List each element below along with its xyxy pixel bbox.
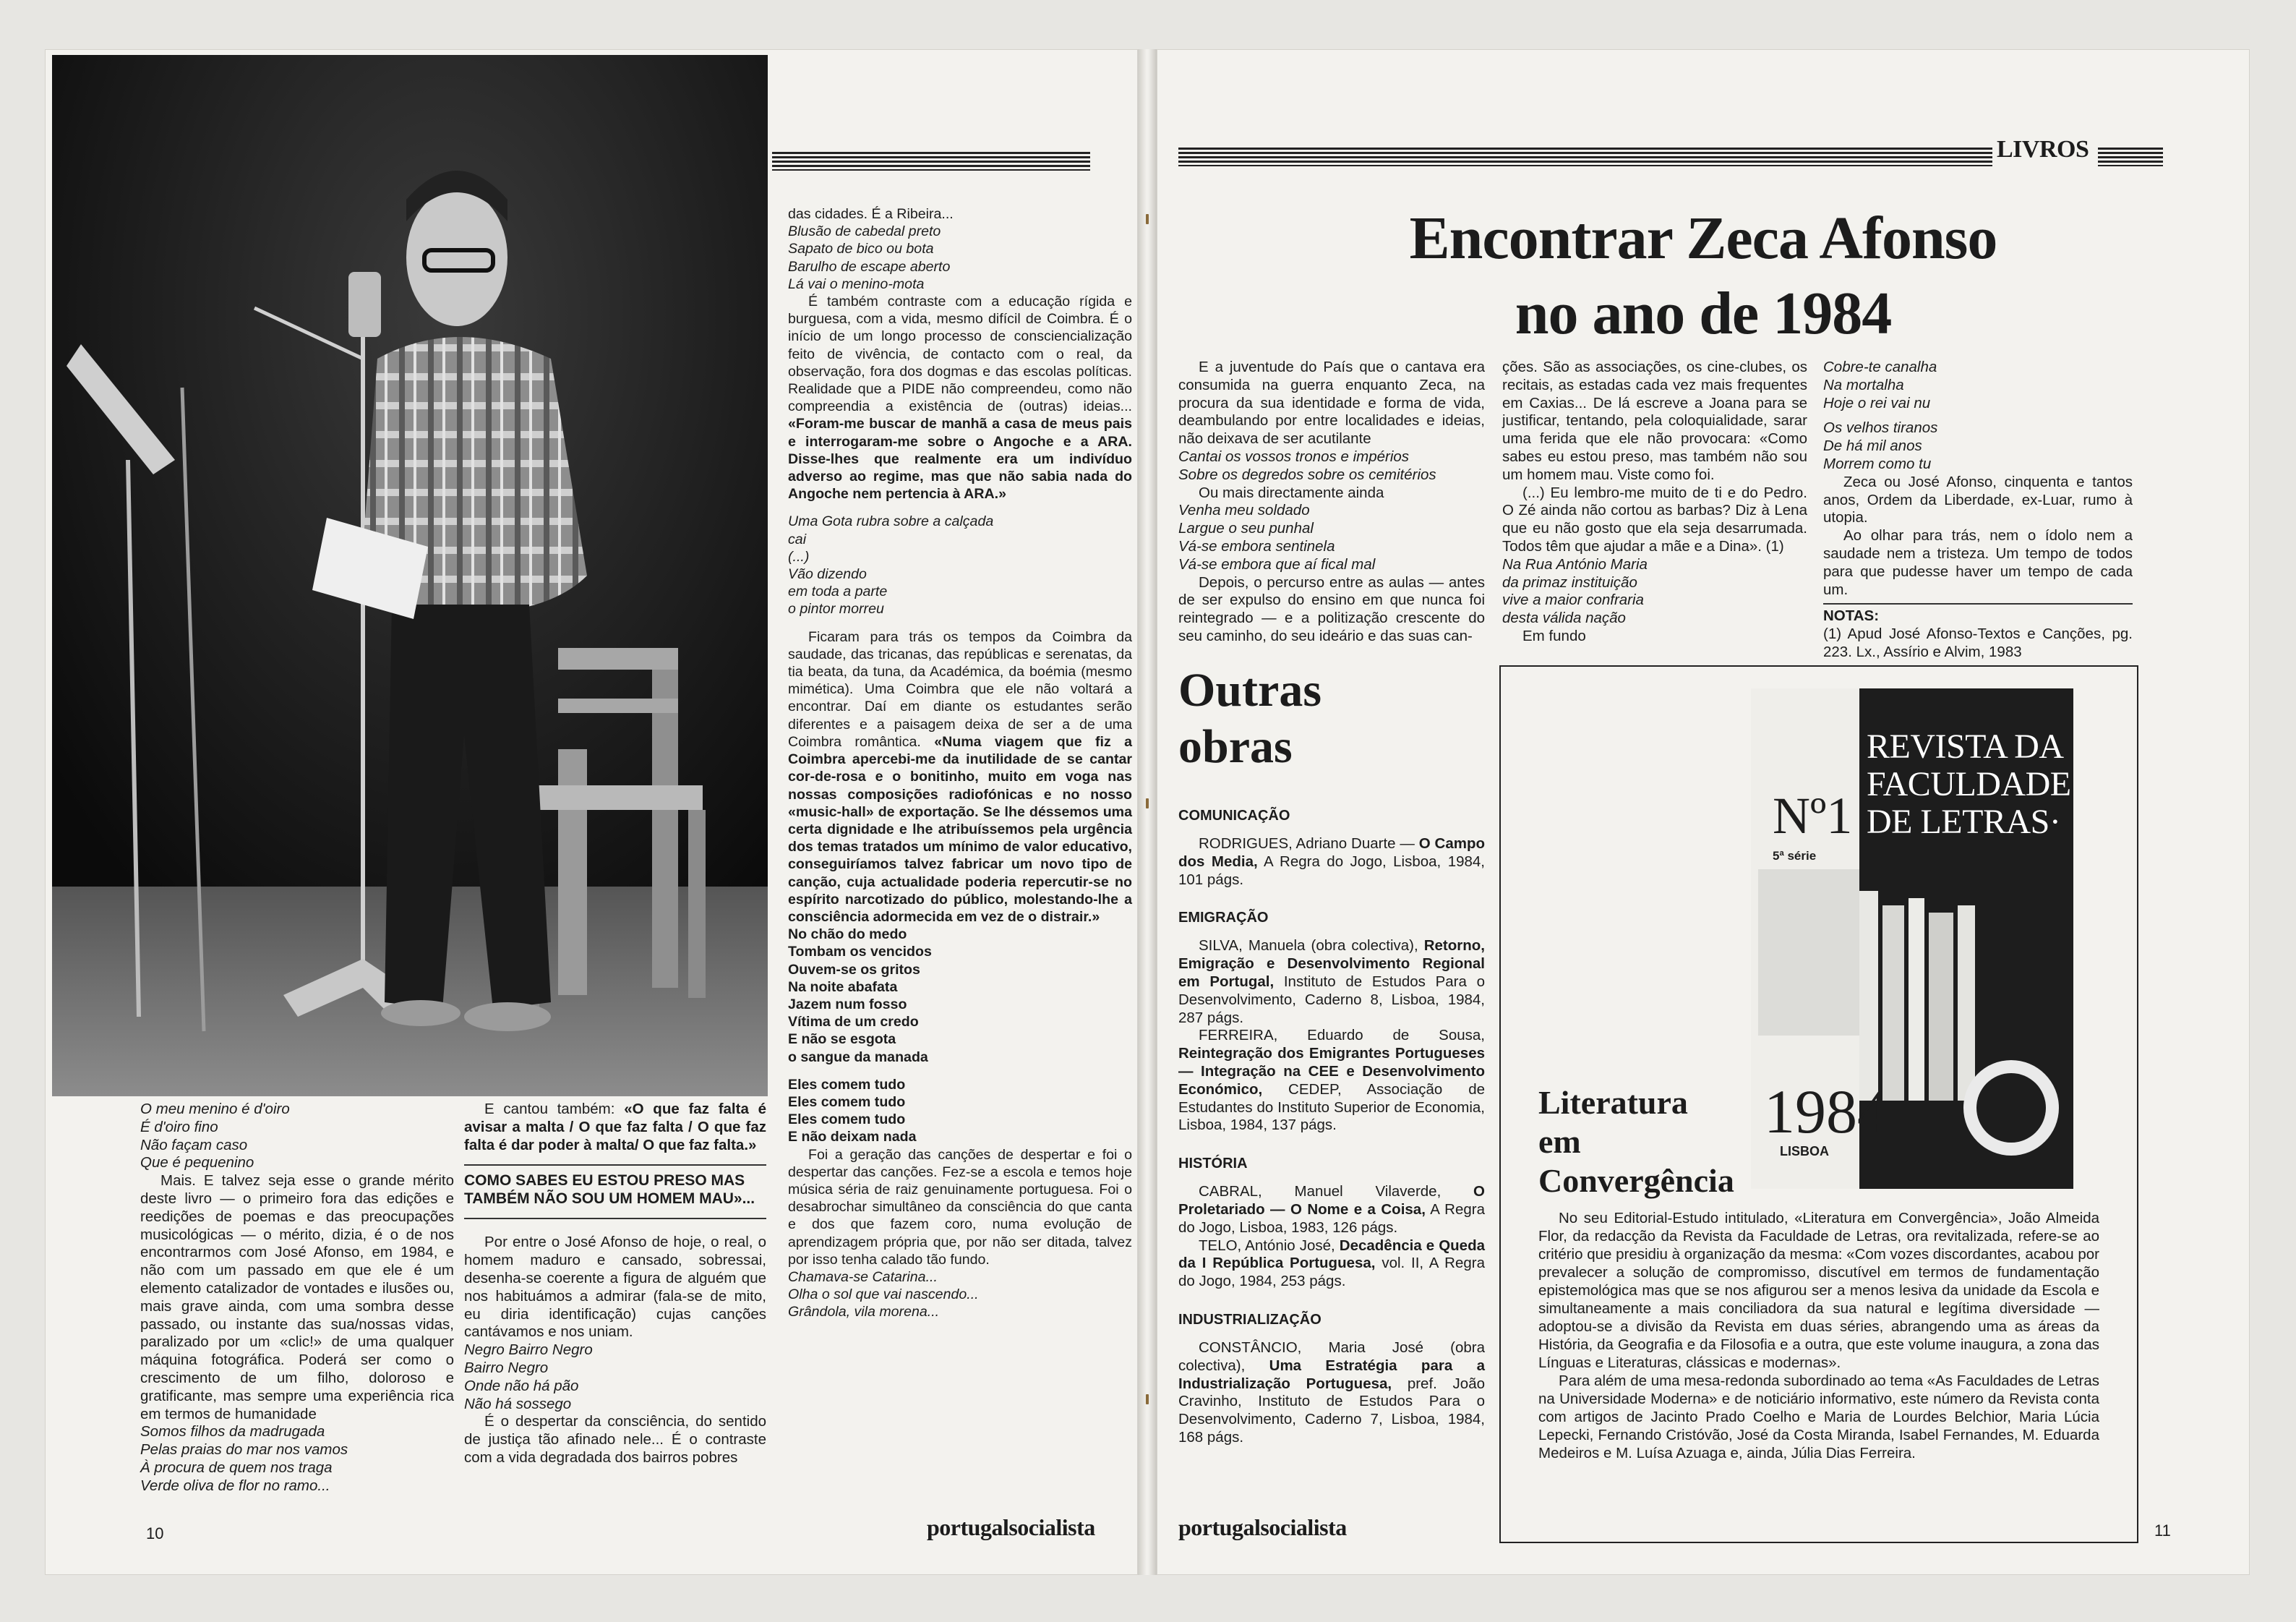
- poem-line: Negro Bairro Negro: [464, 1341, 593, 1359]
- poem-line: Jazem num fosso: [788, 996, 907, 1012]
- singer-photo: [52, 55, 768, 1096]
- poem-line: Eles comem tudo: [788, 1076, 906, 1093]
- body-paragraph: Depois, o percurso entre as aulas — antes de ser expulso do ensino em que nunca foi reintegrado — e a politização crescente do seu caminho, do seu ideário e das suas can-: [1178, 573, 1485, 644]
- body-paragraph: ções. São as associações, os cine-clubes, os recitais, as estadas cada vez mais frequentes em Caxias... De lá escreve a Joana para se justificar, tentando, pela coloquialidade, sarar uma ferida que ele não provocara: «Como sabes eu estou preso, mas também não sou um homem mau. Viste como foi.: [1502, 359, 1807, 483]
- masthead-footer: portugalsocialista: [927, 1514, 1095, 1540]
- title-line: Outras: [1178, 664, 1322, 717]
- page-number: 11: [2154, 1521, 2171, 1540]
- body-paragraph: Em fundo: [1522, 627, 1586, 644]
- staple: [1146, 1394, 1149, 1404]
- body-paragraph: Zeca ou José Afonso, cinquenta e tantos anos, Ordem da Liberdade, ex-Luar, rumo à utopia.: [1823, 473, 2133, 526]
- poem-line: Na Rua António Maria: [1502, 555, 1648, 573]
- article-headline: [1157, 201, 2250, 351]
- poem-line: Na mortalha: [1823, 376, 1904, 393]
- body-paragraph: Ao olhar para trás, nem o ídolo nem a saudade nem a tristeza. Um tempo de todos para que pudesse haver um tempo de cada um.: [1823, 527, 2133, 598]
- poem-line: Sobre os degredos sobre os cemitérios: [1178, 466, 1436, 483]
- poem-line: Cantai os vossos tronos e impérios: [1178, 448, 1410, 465]
- entry-title: Retorno, Emigração e Desenvolvimento Regional em Portugal,: [1178, 937, 1485, 990]
- book-entry: [1178, 1339, 1485, 1447]
- entry-title: O Campo dos Media,: [1178, 835, 1486, 870]
- microphone-shape: [348, 272, 381, 337]
- entry-author: FERREIRA, Eduardo de Sousa,: [1199, 1027, 1485, 1044]
- masthead-footer: portugalsocialista: [1178, 1514, 1347, 1540]
- entry-details: Instituto de Estudos Para o Desenvolvimento, Caderno 8, Lisboa, 1984, 287 págs.: [1178, 973, 1485, 1026]
- poem-line: Blusão de cabedal preto: [788, 223, 941, 240]
- poem-line: Uma Gota rubra sobre a calçada: [788, 513, 994, 530]
- quote-bold: «Foram-me buscar de manhã a casa de meus pais e interrogaram-me sobre o Angoche e a ARA. Disse-lhes que realmente era um indivíduo adverso ao regime, mas que não sabia nada do Angoche nem pertencia à ARA.»: [788, 416, 1132, 503]
- literatura-box: [1499, 665, 2138, 1543]
- poem-line: Vítima de um credo: [788, 1014, 919, 1030]
- cover-title: REVISTA DA FACULDADE DE LETRAS·: [1867, 727, 2071, 841]
- book-entry: [1178, 835, 1485, 889]
- entry-author: CONSTÂNCIO, Maria José (obra colectiva),: [1178, 1339, 1485, 1374]
- right-col-2: [1502, 359, 1807, 646]
- poem-line: Eles comem tudo: [788, 1093, 906, 1110]
- column-top-rule: [772, 152, 1090, 171]
- spacer: [788, 1066, 1132, 1076]
- entry-title: Uma Estratégia para a Industrialização Portuguesa,: [1178, 1357, 1485, 1392]
- book-entry: [1178, 1237, 1485, 1291]
- poem-line: De há mil anos: [1823, 437, 1922, 455]
- poem-line: Vão dizendo: [788, 566, 867, 583]
- poem-line: Morrem como tu: [1823, 455, 1932, 472]
- title-line: em: [1538, 1123, 1581, 1160]
- category-heading: INDUSTRIALIZAÇÃO: [1178, 1311, 1322, 1328]
- body-paragraph: No seu Editorial-Estudo intitulado, «Literatura em Convergência», João Almeida Flor, da redacção da Revista da Faculdade de Letras, ora revitalizada, refere-se ao critério que presidiu à organização da mesma: «Com vozes discordantes, acabou por prevalecer a solução de compromisso, discutível em termos de fundamentação epistemológica mas que se nos afigurou ser a menos lesiva da unidade da Escola e simultaneamente a mais conciliadora da sua natural e legítima diversidade — adoptou-se a divisão da Revista em duas séries, abrangendo uma as áreas da História, da Geografia e da Filosofia e a outra, que este volume inaugura, a zona das Línguas e Literaturas, clássicas e modernas».: [1538, 1210, 2099, 1371]
- entry-details: pref. João Cravinho, Instituto de Estudos Para o Desenvolvimento, Caderno 7, Lisboa, 1984, 168 págs.: [1178, 1375, 1485, 1446]
- poem-line: Grândola, vila morena...: [788, 1304, 940, 1320]
- title-line: Literatura: [1538, 1084, 1688, 1121]
- spacer: [788, 503, 1132, 513]
- outras-obras-title: [1178, 662, 1322, 775]
- poem-line: Eles comem tudo: [788, 1111, 906, 1128]
- poem-line: vive a maior confraria: [1502, 592, 1644, 609]
- entry-author: SILVA, Manuela (obra colectiva),: [1199, 937, 1424, 955]
- right-col-3: [1823, 359, 2133, 662]
- poem-line: Somos filhos da madrugada: [140, 1423, 325, 1440]
- section-label: LIVROS: [1997, 136, 2089, 163]
- category-heading: HISTÓRIA: [1178, 1156, 1248, 1172]
- poem-line: Ouvem-se os gritos: [788, 961, 920, 978]
- revista-cover: [1751, 688, 2073, 1189]
- poem-line: da primaz instituição: [1502, 573, 1637, 591]
- left-col-1: [140, 1101, 454, 1495]
- entry-author: CABRAL, Manuel Vilaverde,: [1199, 1183, 1474, 1200]
- poem-line: desta válida nação: [1502, 610, 1626, 627]
- entry-title: O Proletariado — O Nome e a Coisa,: [1178, 1183, 1485, 1218]
- poem-line: No chão do medo: [788, 926, 907, 943]
- poem-line: Vá-se embora que aí fical mal: [1178, 555, 1376, 573]
- body-paragraph: E a juventude do País que o cantava era consumida na guerra enquanto Zeca, na procura da sua identidade e forma de vida, deambulando por entre localidades e ideias, não deixava de ser acutilante: [1178, 359, 1485, 448]
- entry-author: RODRIGUES, Adriano Duarte —: [1199, 835, 1419, 852]
- body-paragraph: (...) Eu lembro-me muito de ti e do Pedro. O Zé ainda não cortou as barbas? Diz à Lena que eu não gosto que ela seja desarrumada. Todos têm que ajudar a mãe e a Dina». (1): [1502, 484, 1807, 555]
- body-paragraph: Para além de uma mesa-redonda subordinado ao tema «As Faculdades de Letras na Universidade Moderna» e de noticiário informativo, este número da Revista conta com artigos de Jacinto Prado Coelho e Maria de Lourdes Belchior, Maria Lúcia Lepecki, Fernando Cristóvão, José da Costa Miranda, Isabel Fernandes, M. Eduarda Medeiros e M. Luísa Azuaga e, ainda, Júlia Dias Ferreira.: [1538, 1373, 2099, 1461]
- spacer: [1823, 412, 2133, 419]
- entry-details: vol. II, A Regra do Jogo, 1984, 253 págs.: [1178, 1255, 1485, 1290]
- entry-details: A Regra do Jogo, Lisboa, 1983, 126 págs.: [1178, 1200, 1486, 1236]
- body-paragraph: É o despertar da consciência, do sentido de justiça tão afinado nele... É o contraste com a vida degradada dos bairros pobres: [464, 1413, 766, 1466]
- quote-bold: «Numa viagem que fiz a Coimbra apercebi-me da inutilidade de se cantar cor-de-rosa e o bonitinho, muito em voga nas nossas composições radiofónicas e no nosso «music-hall» de exportação. Se lhe déssemos uma certa dignidade e lhe atribuíssemos pela urgência dos temas tratados um mínimo de valor educativo, conseguiríamos talvez fabricar um novo tipo de canção, cuja actualidade poderia repercutir-se no espírito narcotizado do público, molestando-lhe a consciência adormecida em vez de o distrair.»: [788, 733, 1133, 925]
- poem-line: E não se esgota: [788, 1031, 896, 1048]
- literatura-title: [1538, 1083, 1734, 1200]
- poem-line: Vá-se embora sentinela: [1178, 537, 1335, 555]
- left-col-3: [788, 205, 1132, 1321]
- text-run: É também contraste com a educação rígida e burguesa, com a vida, mesmo difícil de Coimbra. É o início de um longo processo de consciencialização feito de vivência, de contacto com o real, da observação, fora dos dogmas e das escolas políticas. Realidade que a PIDE não compreendeu, como não compreendia a existência de (outras) ideias...: [788, 294, 1132, 415]
- entry-details: CEDEP, Associação de Estudantes do Instituto Superior de Economia, Lisboa, 1984, 137 págs.: [1178, 1080, 1485, 1134]
- section-rule-right: [2098, 148, 2163, 166]
- body-paragraph: Mais. E talvez seja esse o grande mérito deste livro — o primeiro fora das edições e reedições de poemas e das preocupações musicológicas — o mérito, dizia, é o de nos encontrarmos com José Afonso, em 1984, e não com um passado em que ele é um elemento catalizador de vontades e ilusões ou, mais grave ainda, com uma sombra desse passado, ou instante das sua/nossas vidas, paralizado por um «clic!» de uma qualquer máquina fotográfica. Poderá ser como o crescimento de um filho, doloroso e gratificante, mas sempre uma experiência rica em termos de humanidade: [140, 1172, 454, 1422]
- poem-line: Venha meu soldado: [1178, 502, 1310, 519]
- spacer: [1178, 1291, 1485, 1305]
- text-run: E cantou também:: [484, 1101, 625, 1117]
- poem-line: Cobre-te canalha: [1823, 359, 1937, 375]
- poem-line: em toda a parte: [788, 584, 888, 600]
- poem-line: o pintor morreu: [788, 601, 884, 618]
- body-paragraph: das cidades. É a Ribeira...: [788, 206, 954, 222]
- body-paragraph: [464, 1101, 766, 1154]
- subhead-rule-bottom: [464, 1218, 766, 1219]
- title-line: Convergência: [1538, 1162, 1734, 1199]
- quote-bold: «O que faz falta é avisar a malta / O que faz falta / O que faz falta é dar poder à malta/ O que faz falta.»: [464, 1101, 766, 1153]
- poem-line: Barulho de escape aberto: [788, 258, 951, 275]
- subheading: COMO SABES EU ESTOU PRESO MAS TAMBÉM NÃO SOU UM HOMEM MAU»...: [464, 1172, 755, 1208]
- subhead-rule-top: [464, 1164, 766, 1166]
- category-heading: EMIGRAÇÃO: [1178, 910, 1269, 926]
- binding-gutter: [1138, 49, 1157, 1575]
- poem-line: (...): [788, 548, 810, 565]
- title-line: obras: [1178, 720, 1293, 773]
- section-rule-left: [1178, 148, 1992, 166]
- right-page: [1157, 49, 2250, 1575]
- poem-line: Hoje o rei vai nu: [1823, 394, 1931, 411]
- book-entry: [1178, 937, 1485, 1027]
- entry-title: Decadência e Queda da I República Portuguesa,: [1178, 1237, 1485, 1272]
- poem-line: Olha o sol que vai nascendo...: [788, 1286, 979, 1303]
- cover-city: LISBOA: [1780, 1144, 1830, 1158]
- entry-author: TELO, António José,: [1199, 1237, 1340, 1254]
- note-item: (1) Apud José Afonso-Textos e Canções, pg. 223. Lx., Assírio e Alvim, 1983: [1823, 626, 2133, 660]
- poem-line: O meu menino é d'oiro: [140, 1101, 290, 1117]
- cover-year: 1984: [1764, 1077, 1888, 1146]
- notes-rule: [1823, 603, 2133, 605]
- notes-label: NOTAS:: [1823, 607, 1880, 625]
- magazine-spread: [45, 49, 2250, 1575]
- poem-line: É d'oiro fino: [140, 1118, 218, 1135]
- body-paragraph: Ou mais directamente ainda: [1199, 484, 1384, 501]
- headline-line-1: Encontrar Zeca Afonso: [1409, 205, 1997, 272]
- entry-details: A Regra do Jogo, Lisboa, 1984, 101 págs.: [1178, 853, 1486, 888]
- poem-line: cai: [788, 531, 807, 547]
- poem-line: Chamava-se Catarina...: [788, 1268, 938, 1285]
- body-paragraph: [788, 628, 1132, 926]
- poem-line: À procura de quem nos traga: [140, 1459, 333, 1476]
- staple: [1146, 214, 1149, 224]
- poem-line: Sapato de bico ou bota: [788, 241, 934, 257]
- stage-photo-illustration: [52, 55, 768, 1096]
- category-heading: COMUNICAÇÃO: [1178, 808, 1290, 824]
- spacer: [788, 618, 1132, 628]
- body-paragraph: Por entre o José Afonso de hoje, o real, o homem maduro e cansado, sobressai, desenha-se coerente a figura de alguém que nos habituámos a admirar (fala-se de mito, eu diria identificação) cujas canções cantávamos e nos uniam.: [464, 1234, 766, 1341]
- poem-line: E não deixam nada: [788, 1129, 917, 1145]
- entry-title: Reintegração dos Emigrantes Portugueses — Integração na CEE e Desenvolvimento Económico,: [1178, 1045, 1485, 1098]
- page-number: 10: [146, 1524, 164, 1542]
- poem-line: Onde não há pão: [464, 1377, 579, 1394]
- book-entry: [1178, 1183, 1485, 1237]
- headline-line-2: no ano de 1984: [1515, 280, 1892, 347]
- poem-line: Pelas praias do mar nos vamos: [140, 1441, 348, 1459]
- cover-issue: Nº1: [1773, 787, 1853, 845]
- poem-line: Tombam os vencidos: [788, 944, 932, 960]
- poem-line: Que é pequenino: [140, 1154, 254, 1171]
- right-col-1: [1178, 359, 1485, 646]
- poem-line: o sangue da manada: [788, 1049, 928, 1065]
- book-entry: [1178, 1027, 1485, 1135]
- spacer: [1178, 1135, 1485, 1149]
- text-run: Ficaram para trás os tempos da Coimbra da saudade, das tricanas, das repúblicas e serenatas, da tia beata, da tuna, da Académica, da boémia (mesmo mimética). Uma Coimbra que ele não voltará a encontrar. Daí em diante os estudantes serão diferentes e a paisagem deixa de ser a de uma Coimbra romântica.: [788, 628, 1132, 750]
- literatura-text: [1538, 1209, 2099, 1462]
- outras-obras-list: [1178, 801, 1485, 1447]
- left-page: [45, 49, 1138, 1575]
- spacer: [1178, 889, 1485, 903]
- left-col-2: [464, 1101, 766, 1467]
- body-paragraph: [788, 293, 1132, 503]
- poem-line: Verde oliva de flor no ramo...: [140, 1477, 330, 1494]
- poem-line: Os velhos tiranos: [1823, 419, 1938, 437]
- poem-line: Lá vai o menino-mota: [788, 276, 925, 292]
- poem-line: Na noite abafata: [788, 978, 898, 995]
- poem-line: Largue o seu punhal: [1178, 520, 1314, 537]
- poem-line: Bairro Negro: [464, 1359, 549, 1376]
- poem-line: Não façam caso: [140, 1136, 248, 1153]
- poem-line: Não há sossego: [464, 1395, 572, 1412]
- cover-series: 5ª série: [1773, 849, 1817, 863]
- body-paragraph: Foi a geração das canções de despertar e foi o despertar das canções. Fez-se a escola e temos hoje música séria de raiz genuinamente portuguesa. Foi o desabrochar simultâneo da consciência do que canta e dos que fazem coro, numa evolução de aprendizagem própria que, por não ser ditada, talvez por isso tenha calado tão fundo.: [788, 1146, 1132, 1268]
- staple: [1146, 798, 1149, 808]
